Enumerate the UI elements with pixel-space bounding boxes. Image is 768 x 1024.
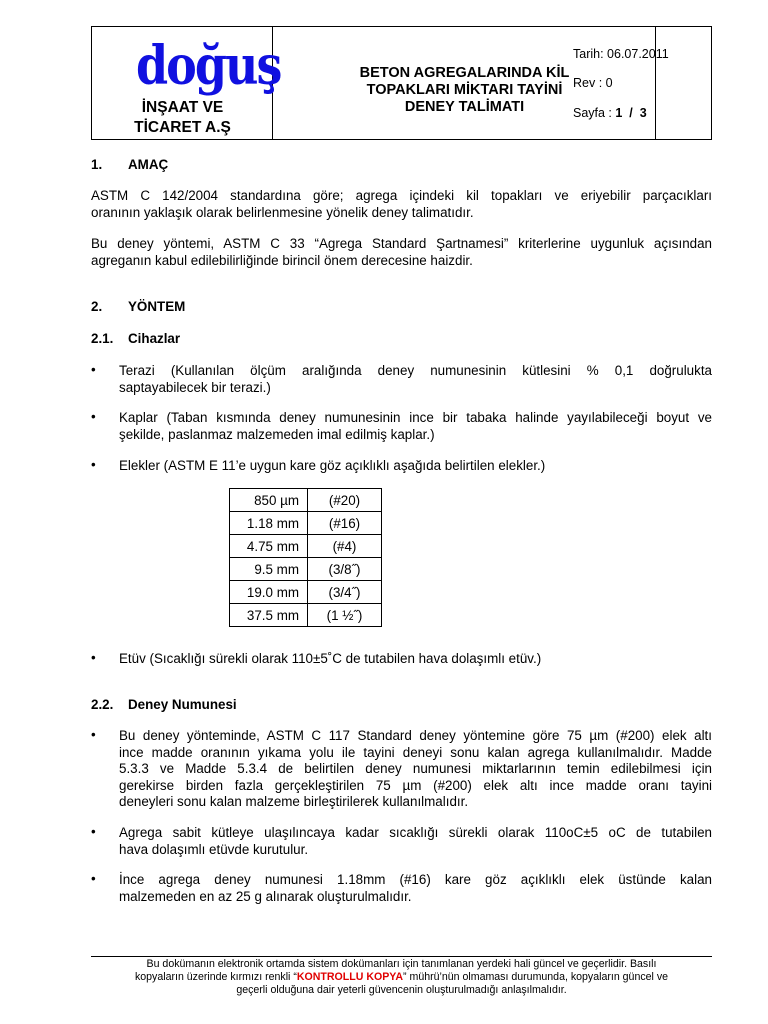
sieve-number: (#16) xyxy=(308,512,382,535)
item-line: gerekirse birden fazla gerçekleştirilen 75 µm (#200) elek altı ince madde oranı tayini xyxy=(119,777,712,793)
item-line: ince madde oranının yıkama yolu ile tayini deneyi sonu kalan agrega kullanılmalıdır. Madde xyxy=(119,744,712,760)
sieve-size: 37.5 mm xyxy=(230,604,308,627)
sieve-number: (#4) xyxy=(308,535,382,558)
item-line: Terazi (Kullanılan ölçüm aralığında deney numunesinin kütlesini % 0,1 doğrulukta xyxy=(119,363,712,378)
table-row xyxy=(230,581,382,604)
section-1-paragraph-1 xyxy=(91,188,712,221)
section-1-title: AMAÇ xyxy=(128,157,169,172)
document-date: Tarih: 06.07.2011 xyxy=(573,47,669,61)
document-header xyxy=(91,26,712,140)
footer-notice xyxy=(91,958,712,997)
company-name xyxy=(92,98,273,138)
section-1-paragraph-2 xyxy=(91,236,712,269)
paragraph-line: Bu deney yöntemi, ASTM C 33 “Agrega Standard Şartnamesi” kriterlerine uygunluk açısından xyxy=(91,236,712,251)
equipment-item-sieves xyxy=(119,458,712,475)
document-page xyxy=(573,106,647,120)
item-line: saptayabilecek bir terazi.) xyxy=(119,379,271,395)
paragraph-line: oranının yaklaşık olarak belirlenmesine yönelik deney talimatıdır. xyxy=(91,204,474,220)
company-name-line-2: TİCARET A.Ş xyxy=(134,119,231,136)
item-line: Agrega sabit kütleye ulaşılıncaya kadar sıcaklığı sürekli olarak 110oC±5 oC de tutabilen xyxy=(119,825,712,840)
sample-item-2 xyxy=(119,825,712,858)
bullet-icon: • xyxy=(91,409,96,424)
bullet-icon: • xyxy=(91,650,96,665)
equipment-item-containers xyxy=(119,410,712,443)
table-row xyxy=(230,489,382,512)
sieve-number: (3/8˝) xyxy=(308,558,382,581)
footer-text: ” mührü’nün olmaması durumunda, kopyaların güncel ve xyxy=(403,971,669,983)
footer-line-3: geçerli olduğuna dair yeterli güvencenin oluşturulmadığı anlaşılmalıdır. xyxy=(236,984,567,996)
item-line: şekilde, paslanmaz malzemeden imal edilmiş kaplar.) xyxy=(119,426,435,442)
section-2-1-title: Cihazlar xyxy=(128,331,181,346)
section-2-2-number: 2.2. xyxy=(91,697,114,712)
item-line: Bu deney yönteminde, ASTM C 117 Standard deney yöntemine göre 75 µm (#200) elek altı xyxy=(119,728,712,743)
section-1-number: 1. xyxy=(91,157,103,172)
footer-line-2 xyxy=(91,971,712,984)
table-row xyxy=(230,558,382,581)
equipment-item-scale xyxy=(119,363,712,396)
item-line: Kaplar (Taban kısmında deney numunesinin ince bir tabaka halinde yayılabileceği boyut ve xyxy=(119,410,712,425)
item-line: 5.3.3 ve Madde 5.3.4 de belirtilen deney numunesi miktarlarının temin edilebilmesi için xyxy=(119,761,712,776)
item-line: İnce agrega deney numunesi 1.18mm (#16) kare göz açıklıklı elek üstünde kalan xyxy=(119,872,712,887)
section-2-1-number: 2.1. xyxy=(91,331,114,346)
sieve-size: 1.18 mm xyxy=(230,512,308,535)
equipment-item-oven xyxy=(119,651,712,668)
bullet-icon: • xyxy=(91,457,96,472)
page-label: Sayfa : xyxy=(573,106,616,120)
sample-item-3 xyxy=(119,872,712,905)
document-title-line-3: DENEY TALİMATI xyxy=(404,99,525,115)
bullet-icon: • xyxy=(91,871,96,886)
sieve-size: 4.75 mm xyxy=(230,535,308,558)
table-row xyxy=(230,604,382,627)
header-meta-cell xyxy=(656,27,711,139)
sieve-number: (1 ½˝) xyxy=(308,604,382,627)
table-row xyxy=(230,535,382,558)
company-logo: doğuş xyxy=(136,33,281,97)
section-2-number: 2. xyxy=(91,299,103,314)
item-line: Etüv (Sıcaklığı sürekli olarak 110±5˚C de tutabilen hava dolaşımlı etüv.) xyxy=(119,651,542,666)
sieve-size: 850 µm xyxy=(230,489,308,512)
document-revision: Rev : 0 xyxy=(573,76,613,90)
sieve-table xyxy=(229,488,382,627)
page-number: 1 / 3 xyxy=(615,106,647,120)
bullet-icon: • xyxy=(91,824,96,839)
controlled-copy-label: KONTROLLU KOPYA xyxy=(296,971,404,983)
company-name-line-1: İNŞAAT VE xyxy=(141,99,224,116)
sieve-number: (#20) xyxy=(308,489,382,512)
sieve-size: 9.5 mm xyxy=(230,558,308,581)
item-line: malzemeden en az 25 g alınarak oluşturulmalıdır. xyxy=(119,888,412,904)
footer-divider xyxy=(91,956,712,957)
table-row xyxy=(230,512,382,535)
document-title-line-1: BETON AGREGALARINDA KİL xyxy=(359,65,570,81)
sieve-size: 19.0 mm xyxy=(230,581,308,604)
sample-item-1 xyxy=(119,728,712,811)
paragraph-line: agreganın kabul edilebilirliğinde birincil önem derecesine haizdir. xyxy=(91,252,473,268)
header-logo-cell xyxy=(92,27,281,139)
section-2-2-title: Deney Numunesi xyxy=(128,697,237,712)
sieve-number: (3/4˝) xyxy=(308,581,382,604)
item-line: Elekler (ASTM E 11’e uygun kare göz açıklıklı aşağıda belirtilen elekler.) xyxy=(119,458,546,473)
item-line: hava dolaşımlı etüvde kurutulur. xyxy=(119,841,309,857)
item-line: deneyleri sonu kalan malzeme birleştirilerek kullanılmalıdır. xyxy=(119,794,469,809)
footer-text: kopyaların üzerinde kırmızı renkli “ xyxy=(134,971,297,983)
bullet-icon: • xyxy=(91,362,96,377)
footer-line-1: Bu dokümanın elektronik ortamda sistem dokümanları için tanımlanan yerdeki hali güncel ve geçerlidir. Basılı xyxy=(146,958,657,970)
paragraph-line: ASTM C 142/2004 standardına göre; agrega içindeki kil topakları ve eriyebilir parçacıkları xyxy=(91,188,712,203)
section-2-title: YÖNTEM xyxy=(128,299,186,314)
bullet-icon: • xyxy=(91,727,96,742)
document-title-line-2: TOPAKLARI MİKTARI TAYİNİ xyxy=(366,82,563,98)
